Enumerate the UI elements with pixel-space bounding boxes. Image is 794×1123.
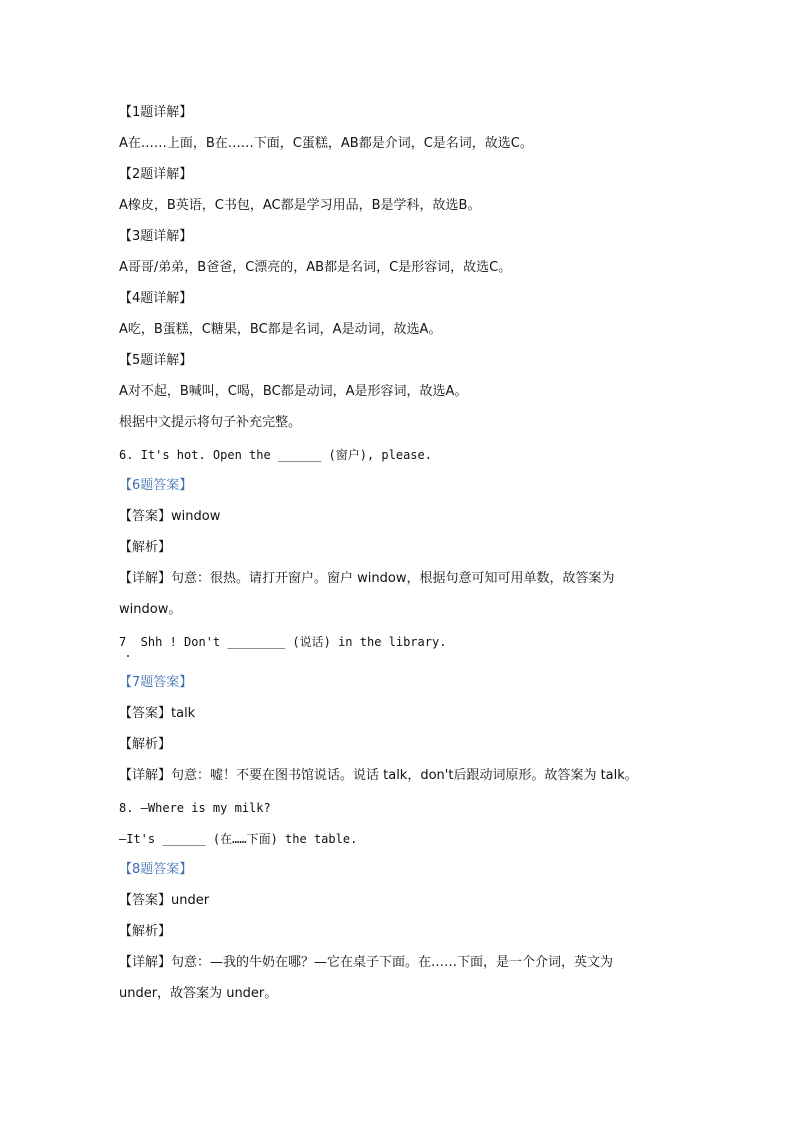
q4-explanation-heading: 【4题详解】 xyxy=(119,291,193,306)
q2-explanation-heading: 【2题详解】 xyxy=(119,167,193,182)
q7-answer-heading: 【7题答案】 xyxy=(119,675,193,690)
q8-detail: 【详解】句意：—我的牛奶在哪？—它在桌子下面。在……下面，是一个介词，英文为 xyxy=(119,955,614,970)
stray-dot xyxy=(127,655,129,657)
q1-explanation-text: A在……上面，B在……下面，C蛋糕，AB都是介词，C是名词，故选C。 xyxy=(119,136,533,151)
q8-question-line2: —It's ______ (在……下面) the table. xyxy=(119,832,358,846)
q6-question: 6. It's hot. Open the ______ (窗户), please. xyxy=(119,448,432,462)
q7-question: 7 Shh ! Don't ________ (说话) in the library. xyxy=(119,635,447,649)
q8-answer-heading: 【8题答案】 xyxy=(119,862,193,877)
q2-explanation-text: A橡皮，B英语，C书包，AC都是学习用品，B是学科，故选B。 xyxy=(119,198,481,213)
q5-explanation-text: A对不起，B喊叫，C喝，BC都是动词，A是形容词，故选A。 xyxy=(119,384,468,399)
q8-detail-continued: under，故答案为 under。 xyxy=(119,986,278,1001)
q6-analysis-heading: 【解析】 xyxy=(119,540,172,555)
q7-analysis-heading: 【解析】 xyxy=(119,737,172,752)
q8-answer: 【答案】under xyxy=(119,893,210,908)
q6-detail: 【详解】句意：很热。请打开窗户。窗户 window，根据句意可知可用单数，故答案为 xyxy=(119,571,615,586)
q3-explanation-heading: 【3题详解】 xyxy=(119,229,193,244)
q7-detail: 【详解】句意：嘘！不要在图书馆说话。说话 talk，don't后跟动词原形。故答案为 talk。 xyxy=(119,768,638,783)
q8-question-line1: 8. —Where is my milk? xyxy=(119,801,271,815)
section-instruction: 根据中文提示将句子补充完整。 xyxy=(119,415,302,430)
q1-explanation-heading: 【1题详解】 xyxy=(119,105,193,120)
q3-explanation-text: A哥哥/弟弟，B爸爸，C漂亮的，AB都是名词，C是形容词，故选C。 xyxy=(119,260,512,275)
q5-explanation-heading: 【5题详解】 xyxy=(119,353,193,368)
q7-answer: 【答案】talk xyxy=(119,706,196,721)
q6-answer-heading: 【6题答案】 xyxy=(119,478,193,493)
q4-explanation-text: A吃，B蛋糕，C糖果，BC都是名词，A是动词，故选A。 xyxy=(119,322,442,337)
q6-answer: 【答案】window xyxy=(119,509,221,524)
q8-analysis-heading: 【解析】 xyxy=(119,924,172,939)
q6-detail-continued: window。 xyxy=(119,602,182,617)
